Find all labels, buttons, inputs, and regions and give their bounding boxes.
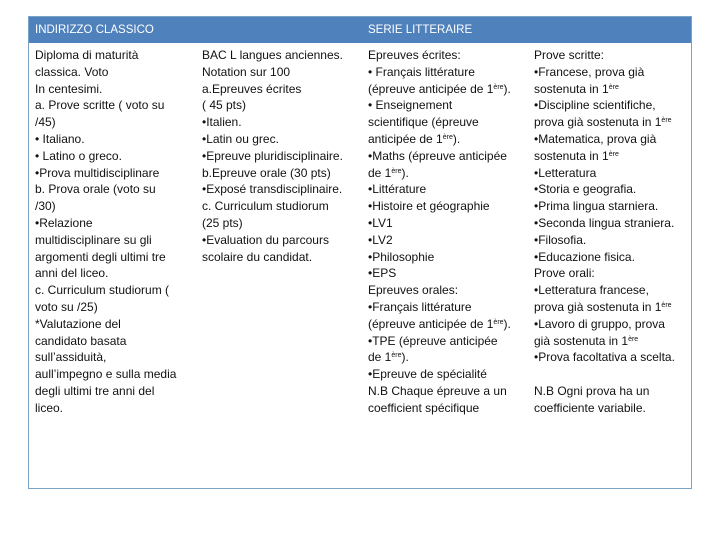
text-line: •Letteratura francese, — [534, 283, 649, 298]
text-line: •Prova multidisciplinare — [35, 165, 160, 180]
text-line: •TPE (épreuve anticipée — [368, 333, 498, 348]
text-line: Epreuves orales: — [368, 283, 459, 298]
text-line: •Matematica, prova già — [534, 131, 657, 146]
text-line: ( 45 pts) — [202, 98, 247, 113]
text-line: /45) — [35, 115, 56, 130]
text-line: Epreuves écrites: — [368, 48, 461, 62]
text-line: Prove scritte: — [534, 48, 605, 62]
text-line: •Italien. — [202, 115, 242, 130]
text-line: •Latin ou grec. — [202, 131, 279, 146]
text-line: •Discipline scientifiche, — [534, 98, 656, 113]
text-line: anticipée de 1ère). — [368, 131, 461, 146]
text-line: già sostenuta in 1ère — [534, 333, 639, 348]
text-line: de 1ère). — [368, 165, 409, 180]
text-line: •Prima lingua starniera. — [534, 199, 659, 214]
text-line: •Epreuve de spécialité — [368, 367, 487, 382]
text-line: c. Curriculum studiorum ( — [35, 283, 170, 298]
text-line: In centesimi. — [35, 81, 103, 96]
text-line: de 1ère). — [368, 350, 409, 365]
text-line: a.Epreuves écrites — [202, 81, 302, 96]
text-line: •Letteratura — [534, 165, 597, 180]
text-line: (épreuve anticipée de 1ère). — [368, 81, 511, 96]
text-line: •LV2 — [368, 232, 393, 247]
header-indirizzo-classico: INDIRIZZO CLASSICO — [35, 24, 154, 36]
text-line: anni del liceo. — [35, 266, 109, 281]
text-line: •Exposé transdisciplinaire. — [202, 182, 343, 197]
text-line: •Storia e geografia. — [534, 182, 637, 197]
comparison-table — [28, 16, 692, 489]
text-line: sostenuta in 1ère — [534, 148, 619, 163]
text-line: sull’assiduità, — [35, 350, 107, 365]
text-line: candidato basata — [35, 333, 127, 348]
text-line: •Français littérature — [368, 299, 472, 314]
text-line: • Italiano. — [35, 131, 85, 146]
text-line: (25 pts) — [202, 215, 243, 230]
text-line: N.B Chaque épreuve a un — [368, 383, 507, 398]
text-line: b. Prova orale (voto su — [35, 182, 156, 197]
text-line: argomenti degli ultimi tre — [35, 249, 166, 264]
text-line: •Seconda lingua straniera. — [534, 215, 675, 230]
text-line: •Evaluation du parcours — [202, 232, 329, 247]
table-header — [29, 17, 691, 43]
text-line: •Filosofia. — [534, 232, 587, 247]
column-serie-litteraire-italian — [528, 43, 691, 488]
header-serie-litteraire: SERIE LITTERAIRE — [368, 24, 473, 36]
text-line: •LV1 — [368, 215, 393, 230]
text-line: sostenuta in 1ère — [534, 81, 619, 96]
text-line: aull’impegno e sulla media — [35, 367, 177, 382]
column-serie-litteraire-french — [362, 43, 528, 488]
text-line — [534, 366, 687, 383]
text-line: •Francese, prova già — [534, 64, 645, 79]
text-line: /30) — [35, 199, 56, 214]
text-line: Diploma di maturità — [35, 48, 139, 62]
text-line: • Enseignement — [368, 98, 453, 113]
text-line: multidisciplinare su gli — [35, 232, 152, 247]
text-line: BAC L langues anciennes. — [202, 48, 343, 62]
text-line: •Lavoro di gruppo, prova — [534, 316, 665, 331]
text-line: liceo. — [35, 400, 64, 415]
text-line: Notation sur 100 — [202, 64, 291, 79]
text-line: •EPS — [368, 266, 397, 281]
text-line: •Prova facoltativa a scelta. — [534, 350, 675, 365]
text-line: c. Curriculum studiorum — [202, 199, 329, 214]
text-line: •Relazione — [35, 215, 93, 230]
text-line: •Littérature — [368, 182, 427, 197]
text-line: Prove orali: — [534, 266, 595, 281]
text-line: •Histoire et géographie — [368, 199, 490, 214]
text-line: a. Prove scritte ( voto su — [35, 98, 165, 113]
text-line: coefficient spécifique — [368, 400, 480, 415]
column-indirizzo-classico-italian — [29, 43, 196, 488]
text-line: coefficiente variabile. — [534, 400, 646, 415]
text-line: •Educazione fisica. — [534, 249, 635, 264]
text-line: •Philosophie — [368, 249, 435, 264]
text-line: • Français littérature — [368, 64, 475, 79]
text-line: •Epreuve pluridisciplinaire. — [202, 148, 343, 163]
text-line: voto su /25) — [35, 299, 98, 314]
text-line: b.Epreuve orale (30 pts) — [202, 165, 331, 180]
text-line: *Valutazione del — [35, 316, 121, 331]
text-line: degli ultimi tre anni del — [35, 383, 155, 398]
table-body — [29, 43, 691, 488]
text-line: classica. Voto — [35, 64, 109, 79]
text-line: scolaire du candidat. — [202, 249, 313, 264]
text-line: N.B Ogni prova ha un — [534, 383, 650, 398]
text-line: • Latino o greco. — [35, 148, 122, 163]
text-line: •Maths (épreuve anticipée — [368, 148, 507, 163]
column-indirizzo-classico-french — [196, 43, 362, 488]
text-line: (épreuve anticipée de 1ère). — [368, 316, 511, 331]
text-line: prova già sostenuta in 1ère — [534, 299, 672, 314]
text-line: scientifique (épreuve — [368, 115, 479, 130]
text-line: prova già sostenuta in 1ère — [534, 115, 672, 130]
